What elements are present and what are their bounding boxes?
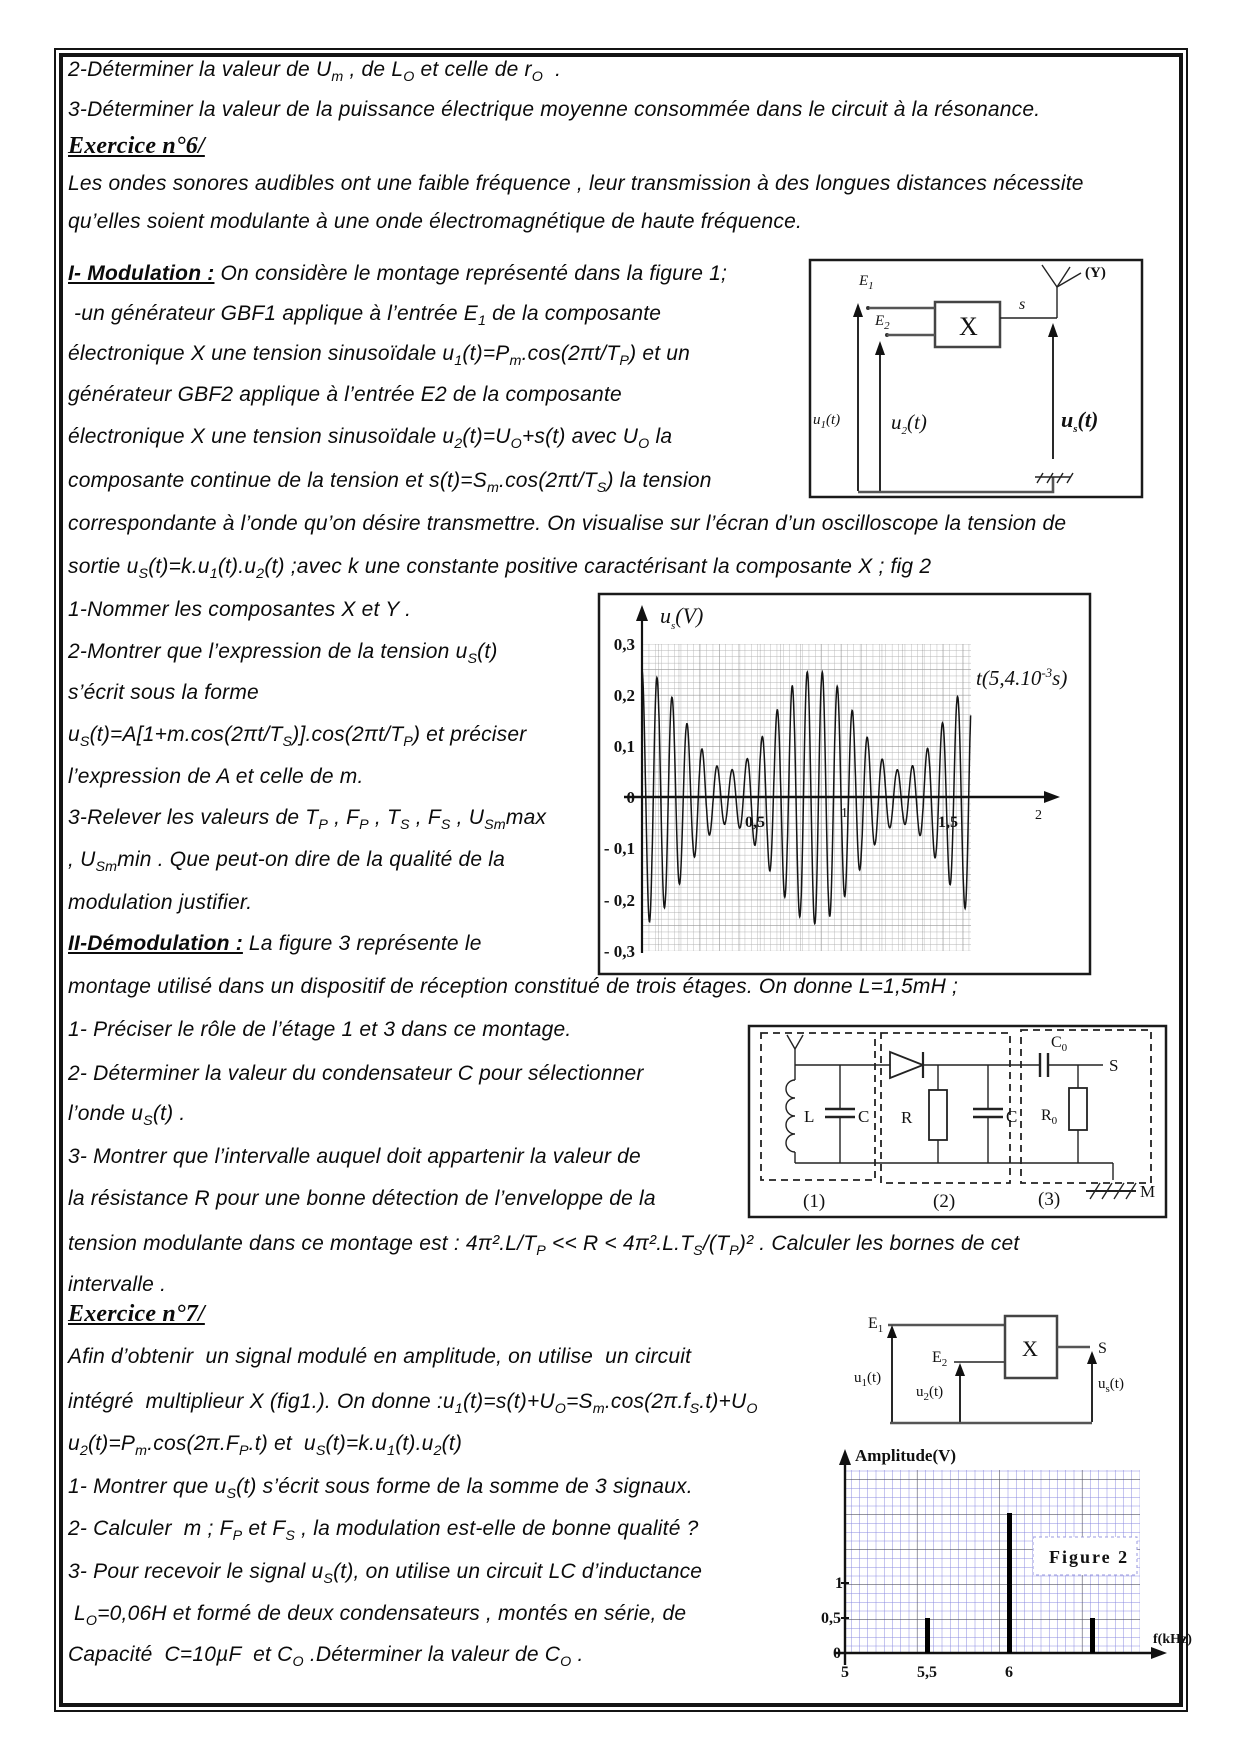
text-line: sortie $u_S(t)=k.u_1(t).u_2(t)$ ;avec k une constante positive caractérisant la composante X ; fig 2 [68,555,932,583]
text-line: 2-Montrer que l’expression de la tension $u_S(t)$ [68,640,498,668]
text-line: électronique X une tension sinusoïdale $u_1(t)=P_m.\cos(2\pi t/T_P)$ et un [68,342,691,370]
stage2-label: (2) [933,1191,956,1212]
text-line: 3-Relever les valeurs de $T_P$ , $F_P$ , $T_S$ , $F_S$ , $U_{Sm}\max$ [68,806,547,834]
inductor-l-label: L [804,1107,815,1126]
e1-label: $E_1$ [859,273,874,292]
osc-ylabel: $u_s(V)$ [660,603,704,632]
spectrum-ylabel: Amplitude(V) [855,1446,957,1465]
capacitor-c2-label: C [1006,1107,1018,1126]
figure2-oscillogram [598,593,1091,975]
figure2-amplitude-spectrum [821,1445,1192,1690]
spectrum-ytick: 0 [833,1645,841,1662]
text-line: 2-Déterminer la valeur de $U_m$ , de $L_O$ et celle de $r_O$ . [68,58,562,86]
s-node-label: s [1019,296,1026,313]
us-label: $u_s(t)$ [1098,1376,1124,1395]
text-line: 2- Calculer m ; $F_P$ et $F_S$ , la modulation est-elle de bonne qualité ? [68,1517,699,1545]
exercise-7-heading: Exercice n°7/ [68,1301,205,1327]
exercise7-multiplier-circuit [850,1308,1190,1443]
resistor-r-label: R [901,1108,913,1127]
capacitor-c1-label: C [858,1107,870,1126]
text-line: 1- Préciser le rôle de l’étage 1 et 3 dans ce montage. [68,1018,572,1041]
osc-xtick: 0,5 [745,814,765,831]
text-line: composante continue de la tension et $s(t)=S_m.\cos(2\pi t/T_S)$ la tension [68,469,712,497]
spectrum-bar-6-5khz [1090,1618,1095,1653]
spectrum-xtick: 5,5 [917,1664,937,1681]
spectrum-bar-6khz [1007,1513,1012,1653]
osc-xtick-faint: 1 [841,806,848,821]
spectrum-xlabel: f(kHz) [1153,1632,1192,1647]
text-line: $u_S(t)=A[1+m.\cos(2\pi t/T_S)].\cos(2\pi t/T_P)$ et préciser [68,723,527,751]
text-line: montage utilisé dans un dispositif de réception constitué de trois étages. On donne L=1,5mH ; [68,975,959,998]
u2-label: $u_2(t)$ [891,410,927,437]
demodulation-heading-line: II-Démodulation : La figure 3 représente le [68,932,482,955]
text-line: intégré multiplieur X (fig1.). On donne $:u_1(t)=s(t)+U_O=S_m.\cos(2\pi.f_S.t)+U_O$ [68,1390,758,1418]
modulation-heading-line: I- Modulation : On considère le montage représenté dans la figure 1; [68,262,728,285]
e1-label: $E_1$ [868,1315,884,1335]
text-line: $u_2(t)=P_m.\cos(2\pi.F_P.t)$ et $u_S(t)=k.u_1(t).u_2(t)$ [68,1432,463,1460]
spectrum-ytick: 0,5 [821,1610,841,1627]
multiplier-x-label: X [1022,1336,1038,1361]
text-line: l’onde $u_S(t)$ . [68,1102,186,1130]
text-line: Les ondes sonores audibles ont une faible fréquence , leur transmission à des longues distances nécessite [68,172,1084,195]
u1-label: $u_1(t)$ [854,1370,882,1389]
e2-label: $E_2$ [932,1349,948,1369]
figure3-demodulation-circuit [748,1025,1167,1218]
osc-ytick: 0,3 [613,635,635,654]
text-line: correspondante à l’onde qu’on désire transmettre. On visualise sur l’écran d’un oscilloscope la tension de [68,512,1067,535]
spectrum-xtick: 6 [1005,1664,1013,1681]
u1-label: $u_1(t)$ [813,412,841,431]
osc-ytick: 0,1 [613,737,635,756]
output-s-label: S [1098,1340,1107,1357]
stage1-label: (1) [803,1191,826,1212]
osc-tlabel: $t(5,4.10^{-3}s)$ [976,665,1068,690]
figure1-modulation-circuit [809,259,1143,498]
text-line: Capacité C=10µF et $C_O$ .Déterminer la valeur de $C_O$ . [68,1643,584,1671]
text-line: $L_O=0,06H$ et formé de deux condensateurs , montés en série, de [68,1602,687,1630]
spectrum-ytick: 1 [835,1575,843,1592]
text-line: 3- Montrer que l’intervalle auquel doit appartenir la valeur de [68,1145,641,1168]
text-line: 2- Déterminer la valeur du condensateur C pour sélectionner [68,1062,644,1085]
stage3-label: (3) [1038,1189,1061,1210]
text-line: , $U_{Sm}\min$ . Que peut-on dire de la qualité de la [68,848,506,876]
spectrum-bar-5-5khz [925,1618,930,1653]
text-line: qu’elles soient modulante à une onde électromagnétique de haute fréquence. [68,210,802,233]
e2-label: $E_2$ [875,313,890,332]
ground-m-label: M [1140,1182,1156,1201]
us-label: $u_s(t)$ [1061,407,1099,435]
capacitor-c0-label: $C_0$ [1051,1034,1068,1054]
text-line: Afin d’obtenir un signal modulé en amplitude, on utilise un circuit [68,1345,692,1368]
text-line: tension modulante dans ce montage est : $4\pi^2.L/T_P << R < 4\pi^2.L.T_S/(T_P)^2$ . Calculer les bornes de cet [68,1232,1020,1260]
figure2-caption: Figure 2 [1049,1547,1130,1567]
text-line: générateur GBF2 applique à l’entrée E2 de la composante [68,383,622,406]
text-line: s’écrit sous la forme [68,681,259,704]
osc-xtick: 1,5 [938,814,958,831]
text-line: modulation justifier. [68,891,253,914]
osc-ytick: 0 [626,788,635,807]
spectrum-xtick: 5 [841,1664,849,1681]
text-line: l’expression de A et celle de m. [68,765,364,788]
text-line: 1- Montrer que $u_S(t)$ s’écrit sous forme de la somme de 3 signaux. [68,1475,693,1503]
text-line: électronique X une tension sinusoïdale $u_2(t)=U_O+s(t)$ avec $U_O$ la [68,425,673,453]
exercise-6-heading: Exercice n°6/ [68,133,205,159]
osc-xtick-faint: 2 [1035,808,1042,823]
text-line: la résistance R pour une bonne détection de l’enveloppe de la [68,1187,656,1210]
resistor-r0-label: $R_0$ [1041,1107,1058,1127]
osc-ytick: - 0,3 [603,942,635,961]
output-s-label: S [1109,1056,1119,1075]
text-line: 3- Pour recevoir le signal $u_S(t)$, on utilise un circuit LC d’inductance [68,1560,703,1588]
text-line: intervalle . [68,1273,167,1296]
text-line: 1-Nommer les composantes X et Y . [68,598,412,621]
multiplier-x-label: X [959,312,978,341]
osc-ytick: - 0,1 [603,839,635,858]
osc-ytick: - 0,2 [603,891,635,910]
antenna-y-label: (Y) [1085,265,1106,281]
text-line: 3-Déterminer la valeur de la puissance électrique moyenne consommée dans le circuit à la résonance. [68,98,1041,121]
text-line: -un générateur GBF1 applique à l’entrée $E_1$ de la composante [68,302,662,330]
osc-ytick: 0,2 [613,686,635,705]
u2-label: $u_2(t)$ [916,1384,944,1403]
